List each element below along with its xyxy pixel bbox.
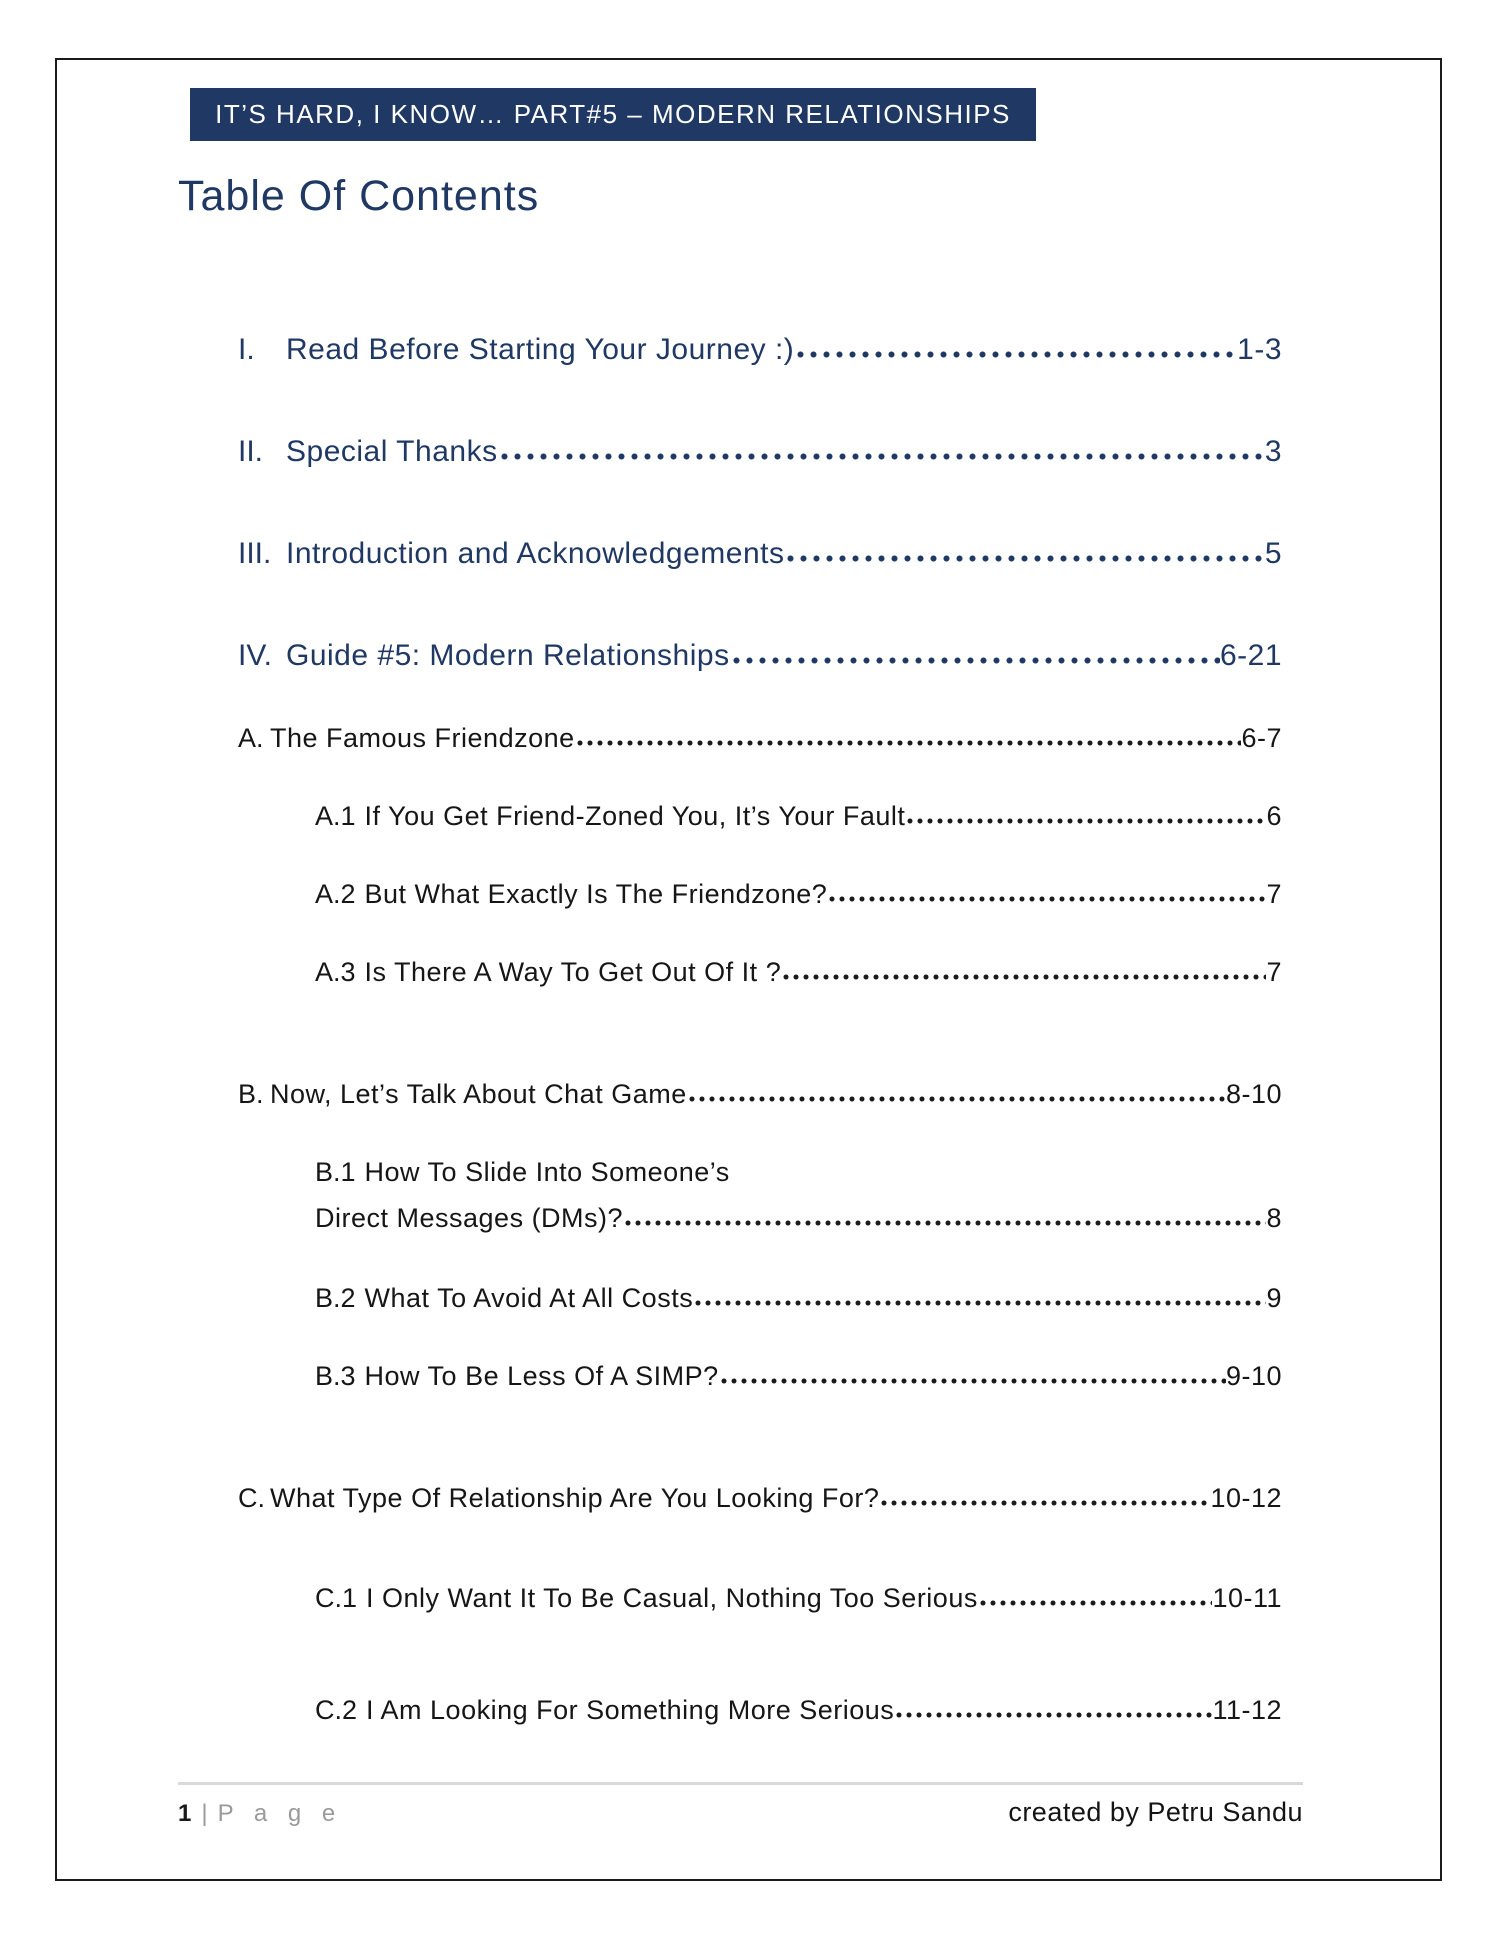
toc-entry-marker: A.1 — [315, 800, 356, 831]
toc-entry — [178, 723, 1282, 761]
toc-entry — [178, 537, 1282, 575]
toc-dot-leader — [978, 1598, 1213, 1607]
toc-entry-pages: 6 — [1266, 800, 1282, 831]
toc-entry-title: If You Get Friend-Zoned You, It’s Your Fault — [364, 800, 906, 831]
toc-dot-leader — [719, 1376, 1226, 1385]
toc-entry-title: I Am Looking For Something More Serious — [366, 1694, 895, 1725]
toc-dot-leader — [575, 738, 1242, 747]
toc-entry-marker: I. — [238, 332, 255, 366]
header-banner — [190, 88, 1036, 141]
toc-entry-marker: A.2 — [315, 878, 356, 909]
toc-entry — [178, 1695, 1282, 1733]
toc-entry-pages: 8 — [1266, 1202, 1282, 1233]
toc-entry-title-line2: Direct Messages (DMs)? — [315, 1202, 624, 1233]
toc-dot-leader — [905, 816, 1266, 825]
toc-entry — [178, 435, 1282, 473]
toc-dot-leader — [623, 1218, 1266, 1227]
toc-entry-continued — [178, 1203, 1282, 1243]
toc-entry-pages: 1-3 — [1237, 332, 1282, 366]
toc-entry-title: Special Thanks — [286, 434, 498, 468]
toc-entry-pages: 10-12 — [1210, 1482, 1282, 1513]
toc-dot-leader — [693, 1298, 1266, 1307]
document-page — [55, 58, 1442, 1881]
footer-credit: created by Petru Sandu — [1008, 1797, 1303, 1827]
footer-page-word: P a g e — [217, 1800, 343, 1827]
toc-entry-title: Read Before Starting Your Journey :) — [286, 332, 795, 366]
toc-entry-pages: 3 — [1264, 434, 1282, 468]
toc-entry-marker: C. — [238, 1482, 265, 1513]
toc-entry-pages: 10-11 — [1212, 1582, 1282, 1613]
page-title: Table Of Contents — [178, 172, 540, 220]
toc-entry-title: How To Slide Into Someone’s — [364, 1156, 730, 1187]
footer — [178, 1782, 1303, 1828]
toc-entry-marker: C.1 — [315, 1582, 358, 1613]
toc-entry — [178, 801, 1282, 839]
toc-entry-pages: 8-10 — [1225, 1078, 1282, 1109]
footer-separator: | — [201, 1800, 208, 1827]
toc-entry-title: But What Exactly Is The Friendzone? — [364, 878, 828, 909]
toc-dot-leader — [687, 1094, 1226, 1103]
toc-entry-marker: A.3 — [315, 956, 356, 987]
toc-entry — [178, 1079, 1282, 1117]
toc-entry — [178, 957, 1282, 995]
toc-entry-title: Is There A Way To Get Out Of It ? — [364, 956, 782, 987]
toc-dot-leader — [794, 350, 1237, 359]
toc-entry-pages: 5 — [1264, 536, 1282, 570]
toc-entry-title: What To Avoid At All Costs — [364, 1282, 694, 1313]
toc-entry-marker: B.2 — [315, 1282, 356, 1313]
toc-dot-leader — [781, 972, 1266, 981]
toc-entry-pages: 7 — [1266, 956, 1282, 987]
toc-entry-title: I Only Want It To Be Casual, Nothing Too Serious — [366, 1582, 978, 1613]
toc-entry-title: How To Be Less Of A SIMP? — [364, 1360, 719, 1391]
toc-entry — [178, 1583, 1282, 1621]
toc-entry-title: What Type Of Relationship Are You Looking For? — [270, 1482, 880, 1513]
toc-entry-pages: 9 — [1266, 1282, 1282, 1313]
toc-entry — [178, 333, 1282, 371]
toc-entry-pages: 6-7 — [1241, 722, 1282, 753]
toc-entry-title: The Famous Friendzone — [270, 722, 575, 753]
toc-entry — [178, 879, 1282, 917]
toc-entry — [178, 1361, 1282, 1399]
toc-entry — [178, 1483, 1282, 1521]
toc-entry-title: Guide #5: Modern Relationships — [286, 638, 730, 672]
toc-entry-pages: 7 — [1266, 878, 1282, 909]
toc-entry-title: Now, Let’s Talk About Chat Game — [270, 1078, 687, 1109]
toc-entry — [178, 1283, 1282, 1321]
toc-entry — [178, 1157, 1282, 1195]
toc-dot-leader — [784, 554, 1264, 563]
toc-entry — [178, 639, 1282, 677]
toc-entry-marker: B. — [238, 1078, 264, 1109]
toc-entry-marker: A. — [238, 722, 264, 753]
toc-entry-pages: 9-10 — [1225, 1360, 1282, 1391]
toc-entry-marker: II. — [238, 434, 264, 468]
toc-dot-leader — [827, 894, 1266, 903]
footer-rule — [178, 1782, 1303, 1785]
header-banner-text: IT’S HARD, I KNOW… PART#5 – MODERN RELATIONSHIPS — [215, 99, 1011, 129]
toc-entry-marker: B.1 — [315, 1156, 356, 1187]
toc-entry-pages: 11-12 — [1212, 1694, 1282, 1725]
toc-dot-leader — [894, 1710, 1212, 1719]
footer-line — [178, 1797, 1303, 1828]
toc-dot-leader — [879, 1498, 1210, 1507]
toc-entry-pages: 6-21 — [1219, 638, 1282, 672]
toc-entry-marker: III. — [238, 536, 272, 570]
toc-entry-marker: C.2 — [315, 1694, 358, 1725]
toc-dot-leader — [730, 656, 1220, 665]
toc-entry-marker: B.3 — [315, 1360, 356, 1391]
toc-dot-leader — [498, 452, 1265, 461]
toc-entry-marker: IV. — [238, 638, 272, 672]
footer-page-number: 1 — [178, 1800, 192, 1827]
toc — [178, 269, 1282, 1733]
toc-entry-title: Introduction and Acknowledgements — [286, 536, 785, 570]
